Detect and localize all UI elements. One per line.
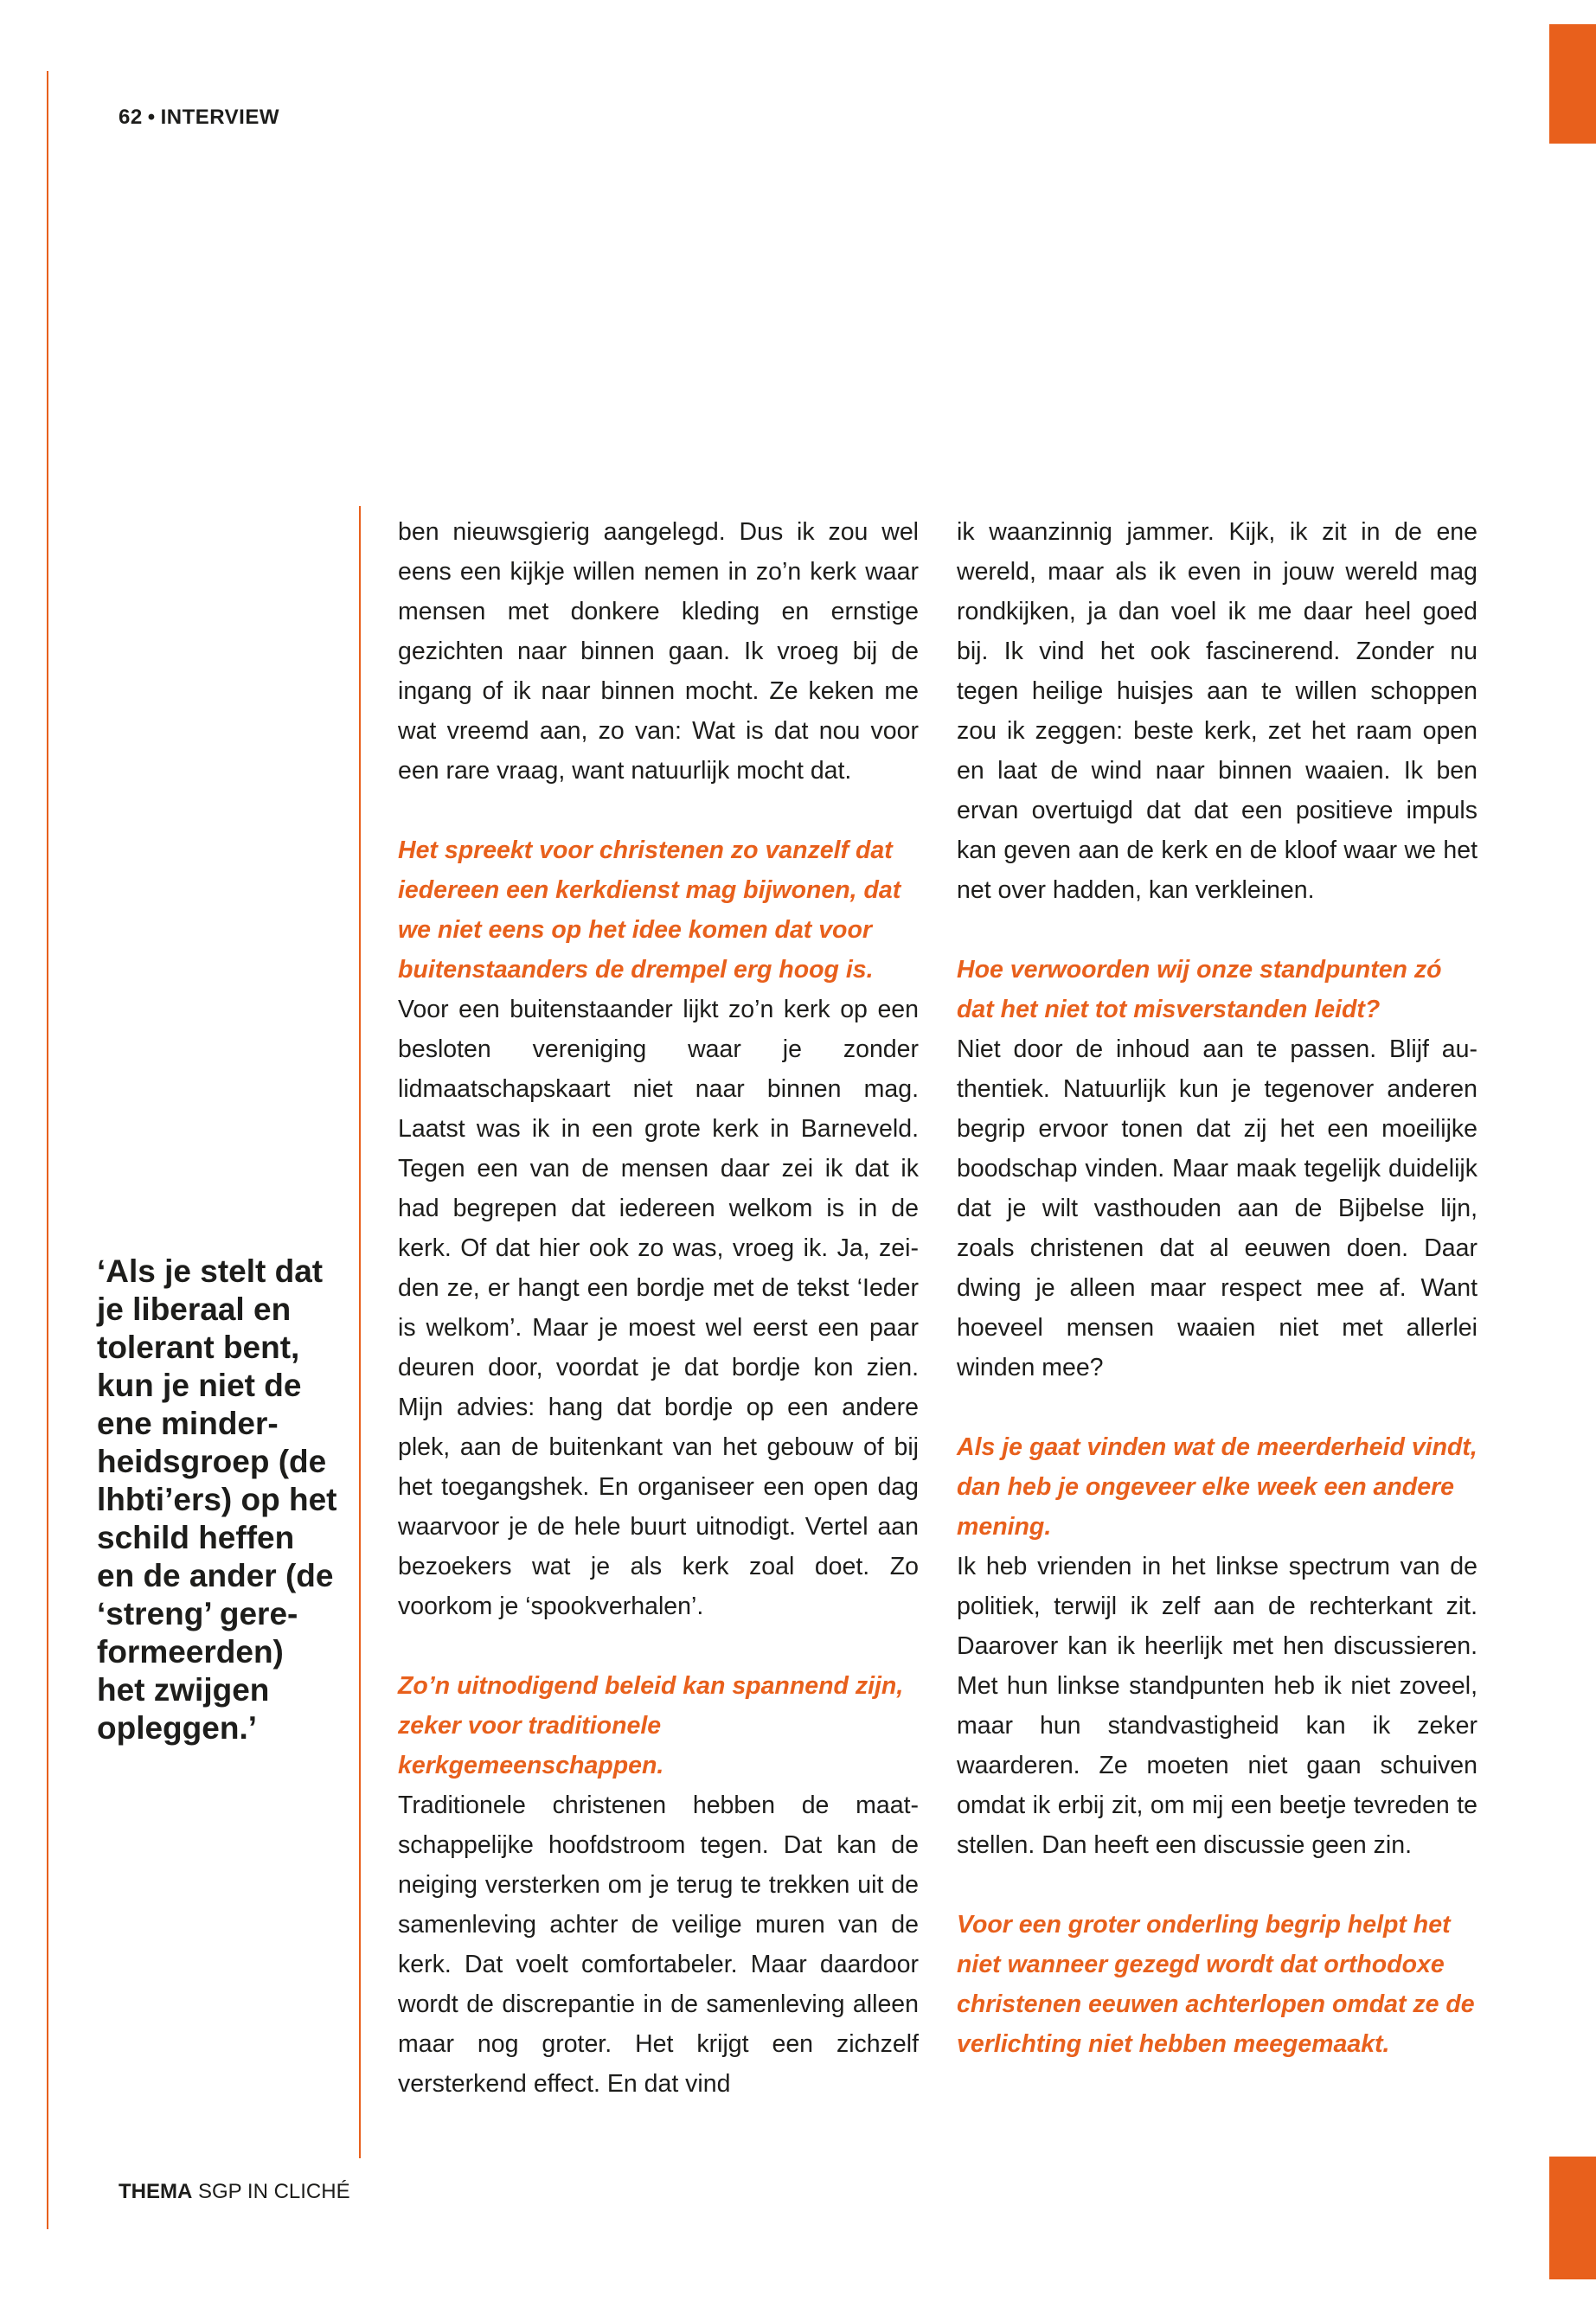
- interview-question: Hoe verwoorden wij onze standpunten zó dat het niet tot misverstanden leidt?: [957, 956, 1442, 1023]
- footer-title: SGP IN CLICHÉ: [198, 2180, 350, 2203]
- body-paragraph: Voor een buitenstaander lijkt zo’n kerk op een besloten vereniging waar je zonder lidmaatschapskaart niet naar binnen mag. Laatst was ik in een grote kerk in Barneveld. Tegen een van de mensen daar zei ik dat ik had begrepen dat iedereen welkom is in de kerk. Of dat hier ook zo was, vroeg ik. Ja, zeiden ze, er hangt een bordje met de tekst ‘Ieder is welkom’. Maar je moest wel eerst een paar deuren door, voordat je dat bordje kon zien. Mijn advies: hang dat bordje op een andere plek, aan de buitenkant van het gebouw of bij het toegangshek. En organiseer een open dag waarvoor je de hele buurt uitnodigt. Vertel aan bezoekers wat je als kerk zoal doet. Zo voorkom je ‘spookverhalen’.: [398, 996, 919, 1620]
- footer-thema-label: THEMA: [119, 2180, 193, 2203]
- section-label: INTERVIEW: [160, 106, 280, 129]
- pull-quote-line: opleggen.’: [97, 1710, 257, 1746]
- text-column-right: [957, 512, 1477, 2064]
- page-header: [119, 106, 279, 130]
- interview-question: Het spreekt voor christenen zo vanzelf dat iedereen een kerkdienst mag bijwonen, dat we niet eens op het idee komen dat voor buitenstaanders de drempel erg hoog is.: [398, 836, 901, 984]
- interview-question: Voor een groter onderling begrip helpt het niet wanneer gezegd wordt dat orthodoxe christenen eeuwen achterlopen omdat ze de verlichting niet hebben meegemaakt.: [957, 1911, 1475, 2058]
- body-paragraph: ik waanzinnig jammer. Kijk, ik zit in de ene wereld, maar als ik even in jouw wereld mag rondkijken, ja dan voel ik me daar heel goed bij. Ik vind het ook fascinerend. Zonder nu tegen heilige huisjes aan te willen schoppen zou ik zeggen: beste kerk, zet het raam open en laat de wind naar binnen waaien. Ik ben ervan overtuigd dat dat een positieve impuls kan geven aan de kerk en de kloof waar we het net over hadden, kan verkleinen.: [957, 518, 1477, 904]
- pull-quote-line: lhbti’ers) op het: [97, 1482, 337, 1517]
- pull-quote-line: schild heffen: [97, 1520, 295, 1555]
- pull-quote-line: heidsgroep (de: [97, 1444, 327, 1479]
- text-column-left: [398, 512, 919, 2104]
- interview-question: Zo’n uitnodigend beleid kan spannend zijn, zeker voor traditionele kerkgemeenschappen.: [398, 1672, 904, 1779]
- pull-quote-line: ‘streng’ gere-: [97, 1596, 298, 1631]
- body-paragraph: Traditionele christenen hebben de maatschappelijke hoofdstroom tegen. Dat kan de neiging versterken om je terug te trekken uit de samenleving achter de veilige muren van de kerk. Dat voelt comfortabeler. Maar daardoor wordt de discrepantie in de samenleving alleen maar nog groter. Het krijgt een zichzelf versterkend effect. En dat vind: [398, 1791, 919, 2098]
- pull-quote-line: het zwijgen: [97, 1672, 270, 1708]
- column-divider-rule: [359, 506, 361, 2158]
- body-paragraph: ben nieuwsgierig aangelegd. Dus ik zou wel eens een kijkje willen nemen in zo’n kerk waar mensen met donkere kleding en ernstige gezichten naar binnen gaan. Ik vroeg bij de ingang of ik naar binnen mocht. Ze keken me wat vreemd aan, zo van: Wat is dat nou voor een rare vraag, want natuurlijk mocht dat.: [398, 518, 919, 785]
- header-separator: •: [147, 106, 156, 129]
- body-paragraph: Niet door de inhoud aan te passen. Blijf authentiek. Natuurlijk kun je tegenover anderen begrip ervoor tonen dat zij het een moeilijke boodschap vinden. Maar maak tegelijk duidelijk dat je wilt vasthouden aan de Bijbelse lijn, zoals christenen dat al eeuwen doen. Daar dwing je alleen maar respect mee af. Want hoeveel mensen waaien niet met allerlei winden mee?: [957, 1035, 1477, 1381]
- pull-quote-line: formeerden): [97, 1634, 284, 1670]
- pull-quote-line: kun je niet de: [97, 1368, 302, 1403]
- pull-quote-line: ene minder-: [97, 1406, 279, 1441]
- page-number: 62: [119, 106, 143, 129]
- pull-quote-line: en de ander (de: [97, 1558, 334, 1593]
- left-margin-rule: [47, 71, 48, 2229]
- interview-question: Als je gaat vinden wat de meerderheid vindt, dan heb je ongeveer elke week een andere mening.: [957, 1433, 1477, 1541]
- body-paragraph: Ik heb vrienden in het linkse spectrum van de politiek, terwijl ik zelf aan de rechterkant zit. Daarover kan ik heerlijk met hen discussieren. Met hun linkse standpunten heb ik niet zoveel, maar hun standvastigheid kan ik zeker waarderen. Ze moeten niet gaan schuiven omdat ik erbij zit, om mij een beetje tevreden te stellen. Dan heeft een discussie geen zin.: [957, 1553, 1477, 1859]
- pull-quote: [97, 1253, 348, 1747]
- pull-quote-line: tolerant bent,: [97, 1330, 300, 1365]
- pull-quote-line: ‘Als je stelt dat: [97, 1253, 324, 1289]
- page-footer: [119, 2180, 350, 2204]
- orange-edge-tab-top: [1549, 24, 1596, 144]
- orange-edge-tab-bottom: [1549, 2157, 1596, 2279]
- pull-quote-line: je liberaal en: [97, 1292, 292, 1327]
